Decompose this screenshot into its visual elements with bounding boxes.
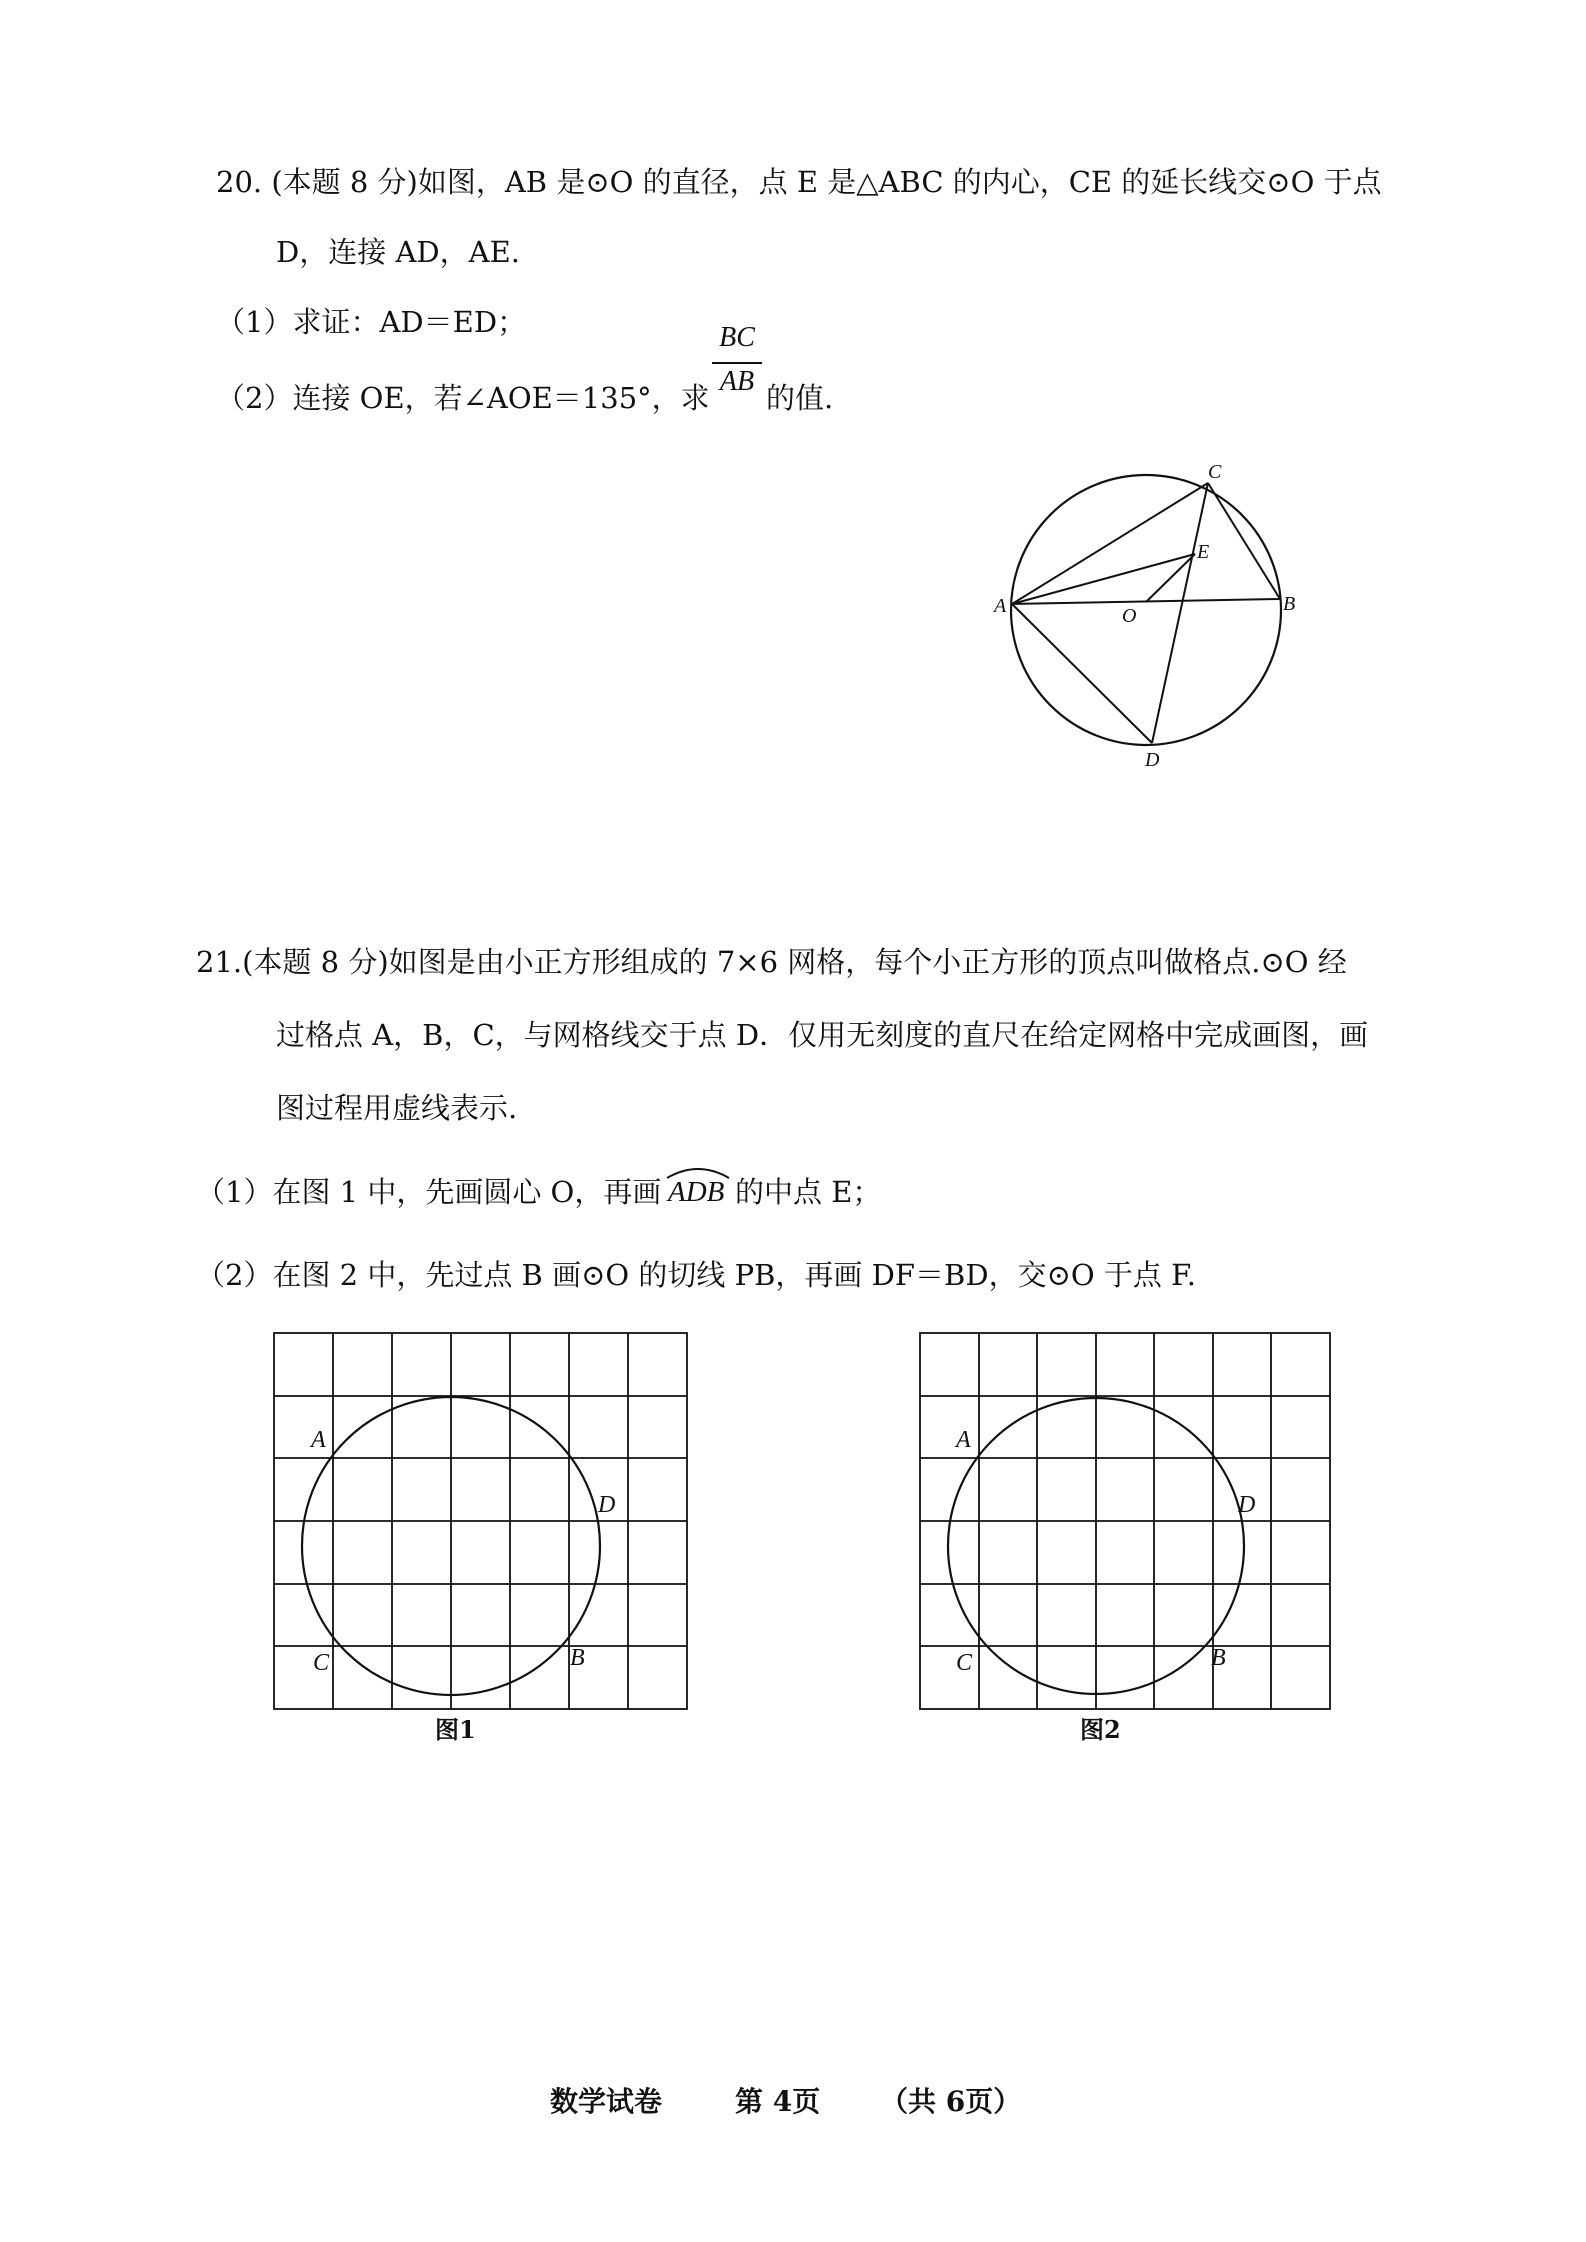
footer-subject: 数学试卷 xyxy=(550,2085,663,2118)
q20-part2-after: 的值. xyxy=(766,381,834,415)
q21-part1-text: （1）在图 1 中，先画圆心 O，再画 xyxy=(196,1175,662,1209)
q21-part2: （2）在图 2 中，先过点 B 画⊙O 的切线 PB，再画 DF＝BD，交⊙O 于点 F. xyxy=(196,1258,1196,1292)
fig2-label-B: B xyxy=(1211,1645,1226,1671)
q20-fraction-denominator: AB xyxy=(719,366,755,397)
q21-figure1-grid xyxy=(260,1320,700,1720)
q21-stem-line2: 过格点 A，B，C，与网格线交于点 D．仅用无刻度的直尺在给定网格中完成画图，画 xyxy=(276,1018,1369,1052)
q20-part2-text: （2）连接 OE，若∠AOE＝135°，求 xyxy=(216,381,710,415)
fig2-label-A: A xyxy=(956,1427,971,1453)
q20-label-D: D xyxy=(1145,749,1160,771)
q20-fraction-numerator: BC xyxy=(719,322,755,353)
q20-stem-line1: 20. (本题 8 分)如图，AB 是⊙O 的直径，点 E 是△ABC 的内心，CE 的延长线交⊙O 于点 xyxy=(216,165,1382,199)
fig1-label-B: B xyxy=(570,1645,585,1671)
q20-label-E: E xyxy=(1197,541,1210,563)
fig1-label-D: D xyxy=(598,1492,616,1518)
q20-fraction-bar xyxy=(712,362,762,364)
q20-label-O: O xyxy=(1122,605,1137,627)
q20-figure xyxy=(990,460,1320,780)
fig1-label-A: A xyxy=(311,1427,326,1453)
q21-arc-label: ADB xyxy=(668,1176,725,1208)
figure1-caption: 图1 xyxy=(435,1715,476,1744)
q21-stem-line3: 图过程用虚线表示. xyxy=(276,1091,518,1125)
q20-stem-line2: D，连接 AD，AE. xyxy=(276,235,520,269)
q20-part1: （1）求证：AD＝ED； xyxy=(216,305,527,339)
q21-part1-after: 的中点 E； xyxy=(735,1175,882,1209)
q21-figure2-grid xyxy=(905,1320,1345,1720)
footer-total: （共 6页） xyxy=(880,2085,1022,2118)
footer-page: 第 4页 xyxy=(735,2085,821,2118)
fig2-label-D: D xyxy=(1238,1492,1256,1518)
fig1-label-C: C xyxy=(313,1650,330,1676)
figure2-caption: 图2 xyxy=(1080,1715,1121,1744)
q20-label-B: B xyxy=(1283,593,1296,615)
q20-label-C: C xyxy=(1208,461,1222,483)
q20-label-A: A xyxy=(994,595,1007,617)
q21-stem-line1: 21.(本题 8 分)如图是由小正方形组成的 7×6 网格，每个小正方形的顶点叫做格点.⊙O 经 xyxy=(196,945,1347,979)
fig2-label-C: C xyxy=(956,1650,973,1676)
